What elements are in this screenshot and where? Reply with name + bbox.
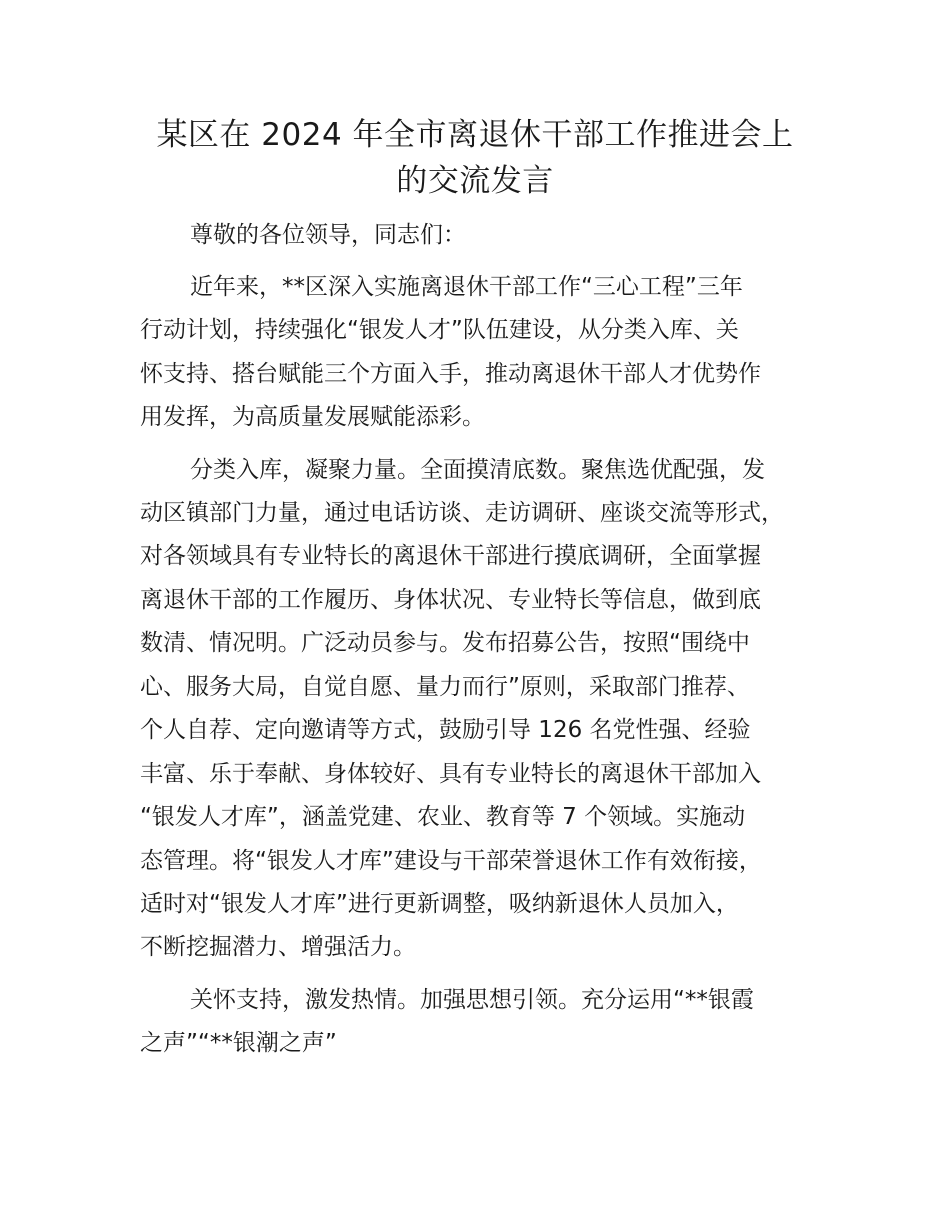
paragraph-2-line-2: 动区镇部门力量，通过电话访谈、走访调研、座谈交流等形式，: [140, 500, 784, 526]
paragraph-2-line-6: 心、服务大局，自觉自愿、量力而行”原则，采取部门推荐、: [140, 674, 750, 700]
paragraph-2-line-4: 离退休干部的工作履历、身体状况、专业特长等信息，做到底: [140, 587, 761, 613]
paragraph-2-line-8: 丰富、乐于奉献、身体较好、具有专业特长的离退休干部加入: [140, 761, 761, 787]
paragraph-1-line-3: 怀支持、搭台赋能三个方面入手，推动离退休干部人才优势作: [140, 361, 761, 387]
paragraph-2-line-3: 对各领域具有专业特长的离退休干部进行摸底调研，全面掌握: [140, 543, 761, 569]
paragraph-2-line-12: 不断挖掘潜力、增强活力。: [140, 934, 416, 960]
paragraph-3-line-2: 之声”“**银潮之声”: [140, 1030, 337, 1056]
paragraph-2-line-7: 个人自荐、定向邀请等方式，鼓励引导 126 名党性强、经验: [140, 717, 751, 743]
document-title-line-1: 某区在 2024 年全市离退休干部工作推进会上: [156, 117, 794, 153]
paragraph-2-line-10: 态管理。将“银发人才库”建设与干部荣誉退休工作有效衔接，: [140, 848, 762, 874]
paragraph-1-line-2: 行动计划，持续强化“银发人才”队伍建设，从分类入库、关: [140, 317, 739, 343]
paragraph-2-line-5: 数清、情况明。广泛动员参与。发布招募公告，按照“围绕中: [140, 630, 750, 656]
paragraph-2-line-11: 适时对“银发人才库”进行更新调整，吸纳新退休人员加入，: [140, 891, 739, 917]
paragraph-2-line-1: 分类入库，凝聚力量。全面摸清底数。聚焦选优配强，发: [190, 457, 765, 483]
paragraph-2-line-9: “银发人才库”，涵盖党建、农业、教育等 7 个领域。实施动: [140, 804, 746, 830]
paragraph-1-line-4: 用发挥，为高质量发展赋能添彩。: [140, 404, 485, 430]
salutation: 尊敬的各位领导，同志们：: [190, 222, 466, 248]
paragraph-3-line-1: 关怀支持，激发热情。加强思想引领。充分运用“**银霞: [190, 987, 754, 1013]
document-title-line-2: 的交流发言: [396, 163, 554, 199]
paragraph-1-line-1: 近年来，**区深入实施离退休干部工作“三心工程”三年: [190, 274, 743, 300]
